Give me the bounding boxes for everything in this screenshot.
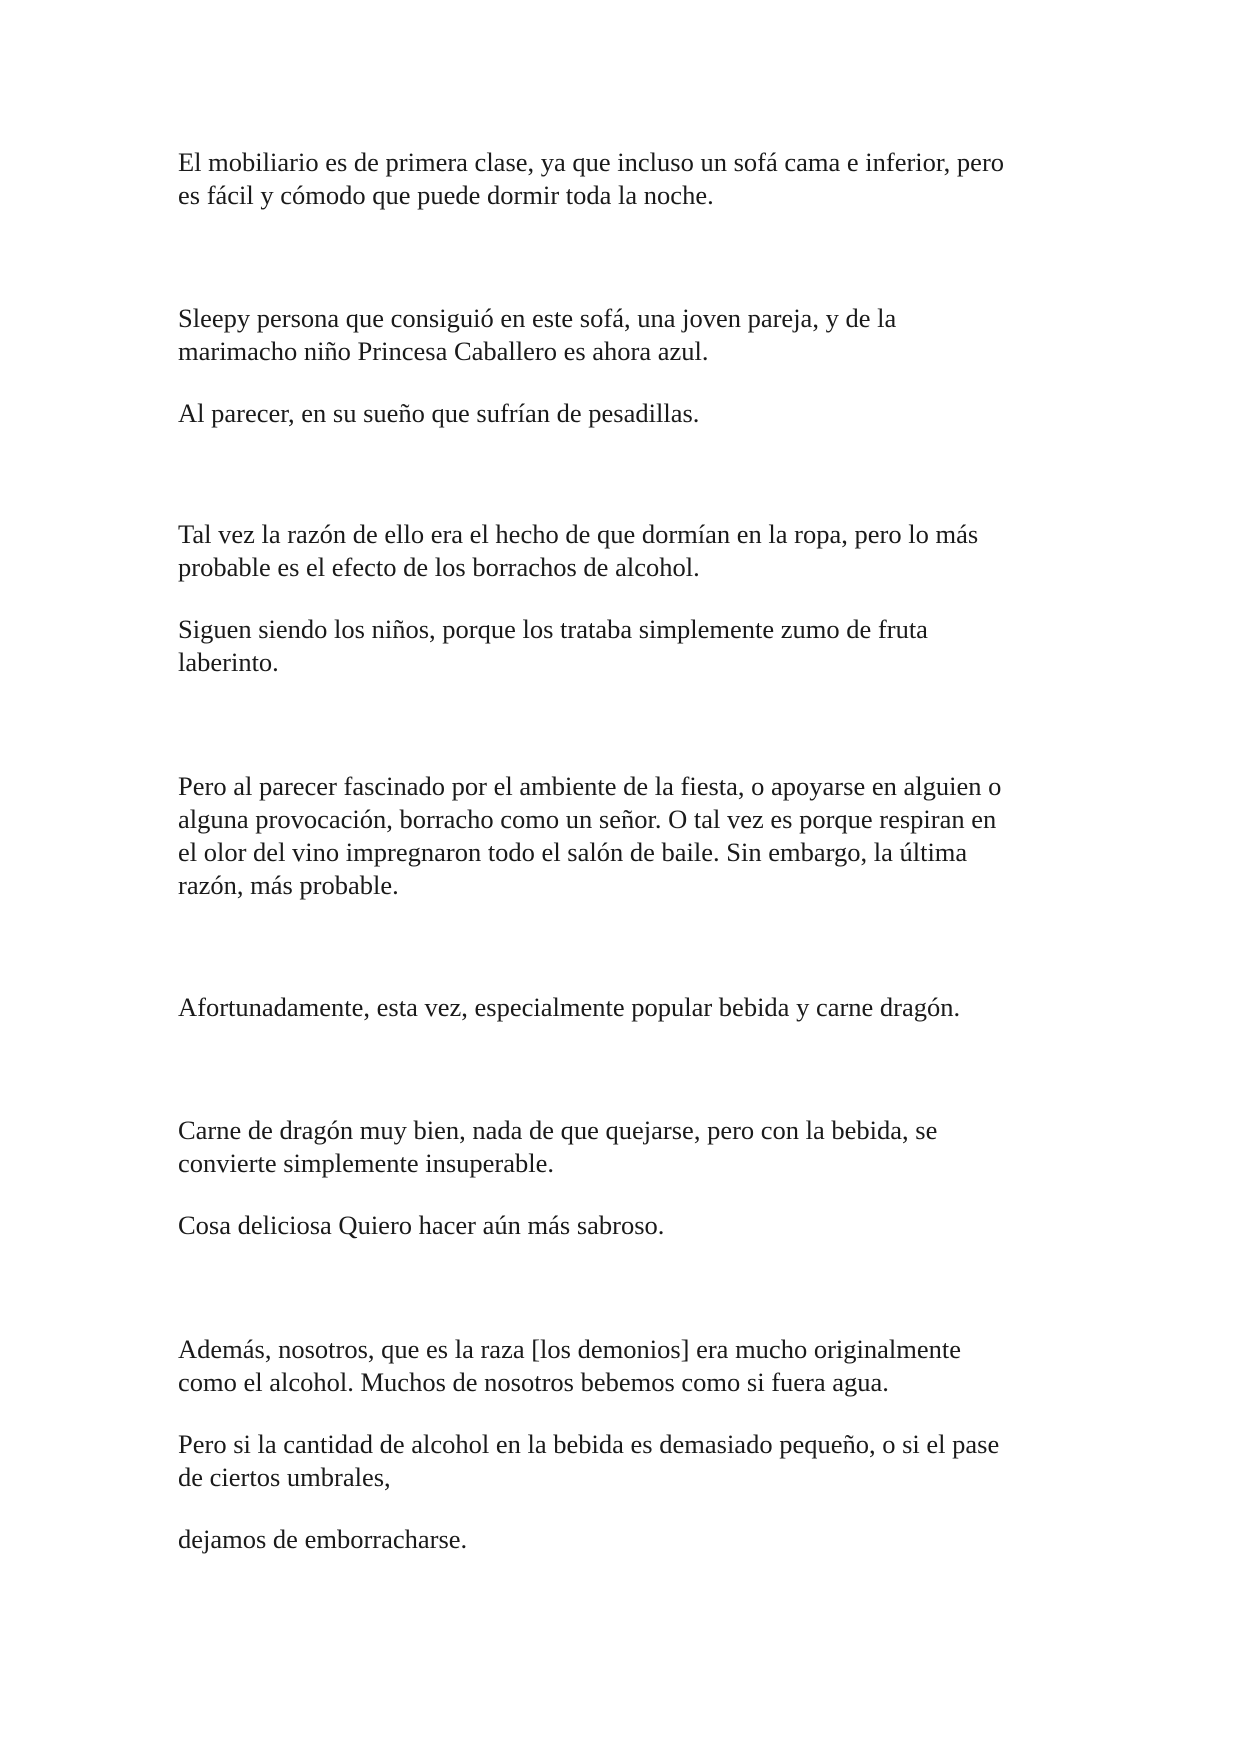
paragraph-sleepy-couple bbox=[178, 302, 1078, 368]
paragraph-demons bbox=[178, 1333, 1078, 1399]
text-line: Pero si la cantidad de alcohol en la bebida es demasiado pequeño, o si el pase bbox=[178, 1429, 1000, 1459]
text-line: como el alcohol. Muchos de nosotros bebemos como si fuera agua. bbox=[178, 1367, 889, 1397]
paragraph-dragon-drink bbox=[178, 991, 1078, 1024]
text-line: alguna provocación, borracho como un señor. O tal vez es porque respiran en bbox=[178, 804, 997, 834]
text-line: laberinto. bbox=[178, 647, 279, 677]
text-line: es fácil y cómodo que puede dormir toda la noche. bbox=[178, 180, 714, 210]
text-line: Pero al parecer fascinado por el ambiente de la fiesta, o apoyarse en alguien o bbox=[178, 771, 1002, 801]
text-line: Además, nosotros, que es la raza [los demonios] era mucho originalmente bbox=[178, 1334, 961, 1364]
paragraph-fruit-juice bbox=[178, 613, 1078, 679]
text-line: marimacho niño Princesa Caballero es ahora azul. bbox=[178, 336, 709, 366]
text-line: el olor del vino impregnaron todo el salón de baile. Sin embargo, la última bbox=[178, 837, 968, 867]
text-line: Tal vez la razón de ello era el hecho de que dormían en la ropa, pero lo más bbox=[178, 519, 979, 549]
text-line: Sleepy persona que consiguió en este sofá, una joven pareja, y de la bbox=[178, 303, 897, 333]
text-line: Afortunadamente, esta vez, especialmente popular bebida y carne dragón. bbox=[178, 992, 961, 1022]
text-line: Al parecer, en su sueño que sufrían de pesadillas. bbox=[178, 398, 700, 428]
text-line: Siguen siendo los niños, porque los trataba simplemente zumo de fruta bbox=[178, 614, 928, 644]
paragraph-party-atmosphere bbox=[178, 770, 1078, 902]
text-line: dejamos de emborracharse. bbox=[178, 1524, 468, 1554]
text-line: Carne de dragón muy bien, nada de que quejarse, pero con la bebida, se bbox=[178, 1115, 938, 1145]
paragraph-stop-drunk bbox=[178, 1523, 1078, 1556]
paragraph-furniture bbox=[178, 146, 1078, 212]
text-line: razón, más probable. bbox=[178, 870, 399, 900]
paragraph-delicious bbox=[178, 1209, 1078, 1242]
text-line: Cosa deliciosa Quiero hacer aún más sabroso. bbox=[178, 1210, 665, 1240]
text-line: de ciertos umbrales, bbox=[178, 1462, 391, 1492]
paragraph-clothes-reason bbox=[178, 518, 1078, 584]
paragraph-alcohol-amount bbox=[178, 1428, 1078, 1494]
text-line: convierte simplemente insuperable. bbox=[178, 1148, 555, 1178]
paragraph-dragon-meat bbox=[178, 1114, 1078, 1180]
paragraph-nightmares bbox=[178, 397, 1078, 430]
text-line: El mobiliario es de primera clase, ya que incluso un sofá cama e inferior, pero bbox=[178, 147, 1005, 177]
text-line: probable es el efecto de los borrachos de alcohol. bbox=[178, 552, 700, 582]
